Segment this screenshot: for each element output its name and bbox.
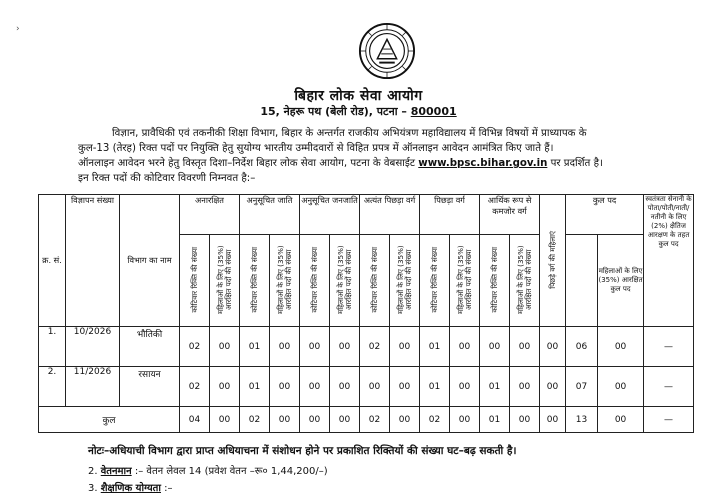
cell-value: 01 bbox=[420, 327, 450, 367]
sub-header bbox=[210, 235, 240, 327]
item-label: वेतनमान bbox=[100, 466, 132, 477]
sub-header-label: महिलाओं के लिए (35%) आरक्षित पदों की संख्या bbox=[395, 245, 413, 314]
sub-header bbox=[420, 235, 450, 327]
cell-value: 00 bbox=[390, 367, 420, 407]
sub-header bbox=[566, 235, 598, 327]
cell-value: 00 bbox=[450, 367, 480, 407]
sub-header-label: महिलाओं के लिए (35%) आरक्षित पदों की संख्या bbox=[215, 245, 233, 314]
intro-line-3-end: पर प्रदर्शित है। bbox=[547, 158, 603, 169]
cell-value: 02 bbox=[360, 407, 390, 433]
cell-sno: 2. bbox=[39, 367, 66, 407]
sub-header-label: कोटिवार रिक्ति की संख्या bbox=[309, 246, 319, 313]
cell-freedom: — bbox=[644, 407, 694, 433]
total-row bbox=[39, 407, 694, 433]
cell-value: 00 bbox=[450, 407, 480, 433]
cell-value: 00 bbox=[540, 327, 566, 367]
cell-value: 02 bbox=[420, 407, 450, 433]
cell-value: 00 bbox=[390, 407, 420, 433]
cell-value: 00 bbox=[300, 327, 330, 367]
col-bc bbox=[420, 195, 480, 235]
sub-header bbox=[330, 235, 360, 327]
col-sc bbox=[240, 195, 300, 235]
vacancy-table bbox=[38, 194, 694, 433]
cell-value: 06 bbox=[566, 327, 598, 367]
address-text: 15, नेहरू पथ (बेली रोड), पटना – bbox=[260, 105, 411, 118]
cell-value: 00 bbox=[510, 407, 540, 433]
cell-freedom: — bbox=[644, 367, 694, 407]
sub-header-label: महिलाओं के लिए (35%) आरक्षित कुल पद bbox=[598, 267, 643, 293]
cell-value: 00 bbox=[598, 407, 644, 433]
website-link[interactable]: www.bpsc.bihar.gov.in bbox=[418, 158, 548, 169]
col-total-label: कुल पद bbox=[592, 195, 617, 205]
col-freedom-label: स्वतंत्रता सेनानी के पोता/पोती/नाती/नतीनी के लिए (2%) क्षैतिज आरक्षण के तहत कुल पद bbox=[645, 195, 692, 248]
sub-header bbox=[510, 235, 540, 327]
col-ews-label: आर्थिक रूप से कमजोर वर्ग bbox=[487, 195, 532, 216]
col-bc-women-label: पिछड़े वर्ग की महिलाएं bbox=[547, 230, 557, 289]
sub-header-label: कोटिवार रिक्ति की संख्या bbox=[429, 246, 439, 313]
cell-value: 00 bbox=[390, 327, 420, 367]
cell-value: 00 bbox=[210, 407, 240, 433]
intro-line-3 bbox=[78, 156, 690, 171]
col-st-label: अनुसूचित जनजाति bbox=[301, 195, 358, 205]
col-dept-label: विभाग का नाम bbox=[127, 255, 172, 265]
sub-header bbox=[270, 235, 300, 327]
sub-header bbox=[480, 235, 510, 327]
total-label-cell: कुल bbox=[39, 407, 180, 433]
cell-value: 00 bbox=[450, 327, 480, 367]
cell-value: 04 bbox=[180, 407, 210, 433]
col-unreserved bbox=[180, 195, 240, 235]
table-row bbox=[39, 327, 694, 367]
intro-line-1: विज्ञान, प्रावैधिकी एवं तकनीकी शिक्षा विभाग, बिहार के अन्तर्गत राजकीय अभियंत्रण महाविद्यालय में विभिन्न विषयों में प्राध्यापक के bbox=[112, 128, 587, 139]
cell-value: 00 bbox=[330, 327, 360, 367]
intro-line-3-text: ऑनलाइन आवेदन भरने हेतु विस्तृत दिशा–निर्देश बिहार लोक सेवा आयोग, पटना के वेबसाईट bbox=[78, 158, 419, 169]
sub-header-label: महिलाओं के लिए (35%) आरक्षित पदों की संख्या bbox=[275, 245, 293, 314]
item-text: :– वेतन लेवल 14 (प्रवेश वेतन –रू० 1,44,200/–) bbox=[131, 466, 328, 477]
sub-header bbox=[390, 235, 420, 327]
cell-value: 07 bbox=[566, 367, 598, 407]
cell-value: 01 bbox=[420, 367, 450, 407]
col-adv bbox=[66, 195, 120, 327]
cell-freedom: — bbox=[644, 327, 694, 367]
col-bc-women bbox=[540, 195, 566, 327]
item-label: शैक्षणिक योग्यता bbox=[100, 483, 161, 494]
sub-header-label: महिलाओं के लिए (35%) आरक्षित पदों की संख्या bbox=[455, 245, 473, 314]
col-sc-label: अनुसूचित जाति bbox=[246, 195, 293, 205]
intro-line-2: कुल-13 (तेरह) रिक्त पदों पर नियुक्ति हेतु सुयोग्य भारतीय उम्मीदवारों से विहित प्रपत्र में ऑनलाइन आवेदन आमंत्रित किए जाते हैं। bbox=[78, 143, 554, 154]
table-row bbox=[39, 367, 694, 407]
sub-header bbox=[598, 235, 644, 327]
sub-header bbox=[240, 235, 270, 327]
table-body bbox=[39, 327, 694, 433]
col-total bbox=[566, 195, 644, 235]
item-qualification bbox=[88, 480, 173, 494]
sub-header-label: कोटिवार रिक्ति की संख्या bbox=[489, 246, 499, 313]
cell-value: 00 bbox=[598, 367, 644, 407]
sub-header bbox=[300, 235, 330, 327]
cell-sno: 1. bbox=[39, 327, 66, 367]
col-st bbox=[300, 195, 360, 235]
cell-value: 00 bbox=[510, 367, 540, 407]
col-sno-label: क्र. सं. bbox=[42, 255, 62, 265]
sub-header-label: कोटिवार रिक्ति की संख्या bbox=[369, 246, 379, 313]
sub-header-label: महिलाओं के लिए (35%) आरक्षित पदों की संख्या bbox=[515, 245, 533, 314]
sub-header-label: कोटिवार रिक्ति की संख्या bbox=[189, 246, 199, 313]
cell-value: 02 bbox=[240, 407, 270, 433]
col-sno bbox=[39, 195, 66, 327]
item-number: 3. bbox=[88, 483, 98, 494]
cell-value: 00 bbox=[210, 367, 240, 407]
cell-value: 13 bbox=[566, 407, 598, 433]
cell-value: 00 bbox=[598, 327, 644, 367]
cell-dept: रसायन bbox=[120, 367, 180, 407]
cell-value: 01 bbox=[480, 367, 510, 407]
corner-mark: › bbox=[16, 24, 20, 34]
bpsc-seal-logo bbox=[358, 22, 416, 80]
cell-value: 00 bbox=[300, 367, 330, 407]
sub-header bbox=[360, 235, 390, 327]
cell-value: 00 bbox=[330, 367, 360, 407]
cell-adv: 11/2026 bbox=[66, 367, 120, 407]
col-dept bbox=[120, 195, 180, 327]
col-adv-label: विज्ञापन संख्या bbox=[70, 195, 115, 205]
cell-value: 00 bbox=[270, 407, 300, 433]
col-unreserved-label: अनारक्षित bbox=[195, 195, 224, 205]
cell-value: 00 bbox=[210, 327, 240, 367]
note-text: नोटः–अधियाची विभाग द्वारा प्राप्त अधियाचना में संशोधन होने पर प्रकाशित रिक्तियों की संख्या घट–बढ़ सकती है। bbox=[88, 445, 517, 457]
cell-value: 00 bbox=[540, 367, 566, 407]
cell-value: 02 bbox=[360, 327, 390, 367]
item-pay-scale bbox=[88, 463, 328, 477]
cell-value: 01 bbox=[480, 407, 510, 433]
commission-address bbox=[0, 104, 717, 119]
sub-header bbox=[450, 235, 480, 327]
cell-value: 01 bbox=[240, 367, 270, 407]
col-bc-label: पिछड़ा वर्ग bbox=[434, 195, 465, 205]
cell-value: 02 bbox=[180, 327, 210, 367]
cell-value: 00 bbox=[510, 327, 540, 367]
col-ebc bbox=[360, 195, 420, 235]
cell-value: 00 bbox=[540, 407, 566, 433]
sub-header-label: महिलाओं के लिए (35%) आरक्षित पदों की संख्या bbox=[335, 245, 353, 314]
cell-adv: 10/2026 bbox=[66, 327, 120, 367]
intro-paragraph bbox=[78, 126, 690, 186]
item-number: 2. bbox=[88, 466, 98, 477]
cell-value: 00 bbox=[270, 327, 300, 367]
col-ebc-label: अत्यंत पिछड़ा वर्ग bbox=[363, 195, 416, 205]
cell-value: 01 bbox=[240, 327, 270, 367]
cell-value: 02 bbox=[180, 367, 210, 407]
item-text: :– bbox=[160, 483, 173, 494]
sub-header bbox=[180, 235, 210, 327]
cell-value: 00 bbox=[270, 367, 300, 407]
cell-value: 00 bbox=[330, 407, 360, 433]
cell-dept: भौतिकी bbox=[120, 327, 180, 367]
address-pin: 800001 bbox=[410, 105, 457, 118]
col-freedom bbox=[644, 195, 694, 327]
col-ews bbox=[480, 195, 540, 235]
cell-value: 00 bbox=[480, 327, 510, 367]
intro-line-4: इन रिक्त पदों की कोटिवार विवरणी निम्नवत है:– bbox=[78, 173, 256, 184]
sub-header-label: कोटिवार रिक्ति की संख्या bbox=[249, 246, 259, 313]
commission-title: बिहार लोक सेवा आयोग bbox=[294, 88, 423, 104]
cell-value: 00 bbox=[300, 407, 330, 433]
cell-value: 00 bbox=[360, 367, 390, 407]
